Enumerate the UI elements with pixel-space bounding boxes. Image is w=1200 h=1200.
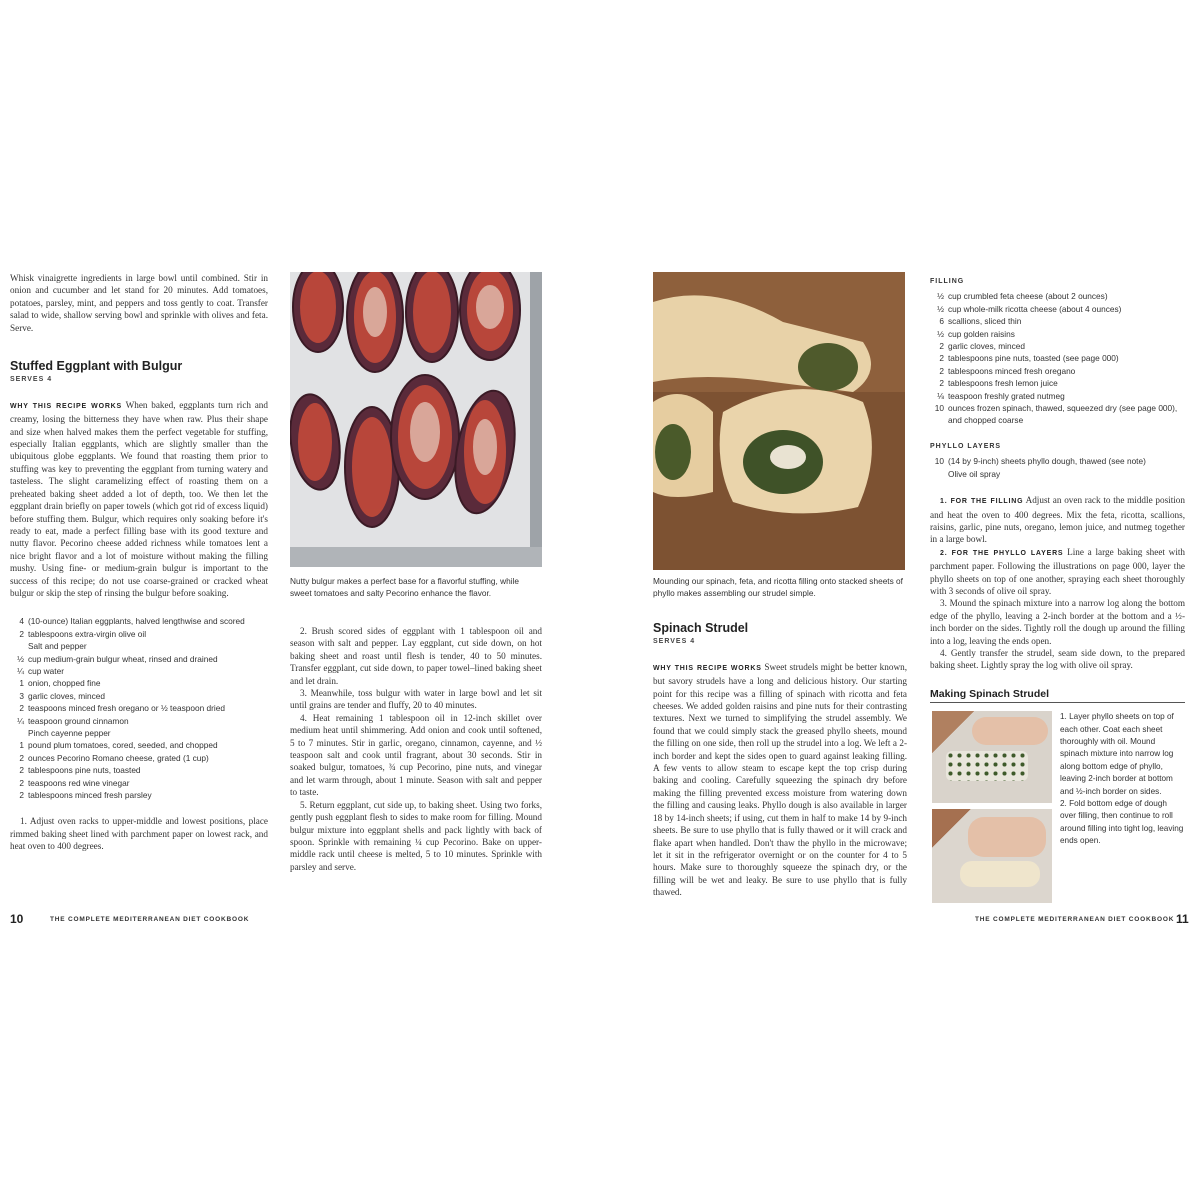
ingredient-item xyxy=(930,340,1185,352)
ingredient-quantity: ½ xyxy=(937,328,944,339)
ingredient-quantity: ⅛ xyxy=(937,390,944,401)
ingredient-quantity: 2 xyxy=(19,752,24,763)
why-text: When baked, eggplants turn rich and creamy, losing the bitterness they have when raw. Plus their shape and size when halved makes them the perfect vegetable for stuffing, especially Italian eggplants, which are slightly smaller than the ubiquitous globe eggplants. We found that roasting them prior to stuffing was key to preventing the eggplant from turning watery and tasteless. The slight caramelizing effect of roasting them on a preheated baking sheet added a lot of depth, too. We then let the eggplant drain briefly on paper towels (which got rid of excess liquid) before stuffing them. Bulgur, which requires only soaking before it's ready to eat, made a perfect filling base with its good texture and nutty flavor. Pecorino cheese added richness while tomatoes lent a nice bright flavor and a lot of moisture without making the filling mushy. Using fine- or medium-grain bulgur is important to the success of this recipe; do not use coarse-grained or cracked wheat bulgur or skip the step of rinsing the bulgur before soaking. xyxy=(10,399,268,598)
ingredient-quantity: 2 xyxy=(939,341,944,352)
step-text: 3. Mound the spinach mixture into a narrow log along the bottom edge of the phyllo, leaving a 2-inch border at the bottom and a ½-inch border on the sides. Tightly roll the dough up around the filling into a log, leaving the ends open. xyxy=(930,598,1185,646)
ingredient-quantity: 2 xyxy=(19,703,24,714)
recipe-step xyxy=(930,494,1185,546)
filling-heading: FILLING xyxy=(930,278,965,285)
recipe-step: 3. Meanwhile, toss bulgur with water in large bowl and let sit until grains are tender and fluffy, 20 to 40 minutes. xyxy=(290,688,542,711)
ingredient-item xyxy=(930,352,1185,364)
strudel-intro-column xyxy=(653,622,907,899)
ingredient-quantity: ½ xyxy=(937,303,944,314)
ingredient-item xyxy=(10,702,268,714)
ingredient-item xyxy=(930,402,1185,427)
ingredient-item xyxy=(930,468,1185,480)
recipe-title: Stuffed Eggplant with Bulgur xyxy=(10,359,183,374)
step-text: Line a large baking sheet with parchment paper. Following the illustrations on page 000, layer the phyllo sheets on top of one another, spraying each sheet thoroughly with 3 seconds of olive oil spray. xyxy=(930,546,1186,596)
ingredient-text: teaspoon freshly grated nutmeg xyxy=(948,390,1065,401)
ingredient-item xyxy=(10,653,268,665)
ingredient-quantity: 4 xyxy=(19,616,24,627)
sidebar-heading xyxy=(930,688,1185,703)
ingredient-quantity: 2 xyxy=(19,790,24,801)
step-text: 4. Gently transfer the strudel, seam side down, to the prepared baking sheet. Lightly spray the log with olive oil spray. xyxy=(930,647,1185,671)
steps-list xyxy=(10,815,268,852)
ingredient-item xyxy=(10,640,268,652)
ingredient-text: cup golden raisins xyxy=(948,328,1015,339)
ingredient-item xyxy=(930,455,1185,467)
ingredient-quantity: ½ xyxy=(937,291,944,302)
ingredient-item xyxy=(10,739,268,751)
ingredient-quantity: ¼ xyxy=(17,715,24,726)
ingredient-text: cup water xyxy=(28,665,64,676)
running-footer-right: THE COMPLETE MEDITERRANEAN DIET COOKBOOK xyxy=(975,916,1175,923)
ingredient-item xyxy=(930,328,1185,340)
strudel-steps xyxy=(930,494,1185,672)
ingredient-text: tablespoons pine nuts, toasted xyxy=(28,765,141,776)
ingredient-text: Olive oil spray xyxy=(948,468,1001,479)
page-number-right: 11 xyxy=(1176,912,1189,926)
ingredient-text: garlic cloves, minced xyxy=(948,341,1026,352)
recipe-step: 4. Heat remaining 1 tablespoon oil in 12-inch skillet over medium heat until shimmering. Add onion and cook until softened, 5 to 7 minutes. Stir in garlic, oregano, cinnamon, cayenne, and ½ teaspoon salt and cook until fragrant, about 30 seconds. Stir in soaked bulgur, tomatoes, ¾ cup Pecorino, pine nuts, and vinegar and let warm through, about 1 minute. Season with salt and pepper to taste. xyxy=(290,712,542,798)
recipe-step xyxy=(930,647,1185,672)
ingredient-text: cup crumbled feta cheese (about 2 ounces) xyxy=(948,291,1108,302)
ingredient-text: scallions, sliced thin xyxy=(948,316,1022,327)
recipe-step: 1. Adjust oven racks to upper-middle and lowest positions, place rimmed baking sheet lined with parchment paper on lowest rack, and heat oven to 400 degrees. xyxy=(10,816,268,852)
ingredient-quantity: 10 xyxy=(934,456,944,467)
steps-list-continued xyxy=(290,625,542,873)
ingredient-text: garlic cloves, minced xyxy=(28,690,106,701)
ingredient-text: ounces Pecorino Romano cheese, grated (1 cup) xyxy=(28,752,209,763)
ingredient-text: teaspoons minced fresh oregano or ½ teaspoon dried xyxy=(28,703,225,714)
intro-paragraph: Whisk vinaigrette ingredients in large bowl until combined. Stir in onion and cucumber and let stand for 20 minutes. Add tomatoes, potatoes, parsley, mint, and peppers and toss gently to coat. Transfer salad to wide, shallow serving bowl and sprinkle with olives and feta. Serve. xyxy=(10,273,268,333)
ingredient-text: onion, chopped fine xyxy=(28,678,101,689)
ingredient-quantity: 2 xyxy=(939,353,944,364)
ingredient-item xyxy=(930,290,1185,302)
ingredient-quantity: 10 xyxy=(934,403,944,414)
eggplant-photo-caption: Nutty bulgur makes a perfect base for a flavorful stuffing, while sweet tomatoes and salty Pecorino enhance the flavor. xyxy=(290,576,520,599)
ingredient-quantity: ¼ xyxy=(17,665,24,676)
why-this-works xyxy=(653,661,907,899)
sidebar-illustrations xyxy=(930,711,1185,911)
recipe-step: 2. Fold bottom edge of dough over filling, then continue to roll around filling into tight log, leaving ends open. xyxy=(1060,799,1184,846)
spinach-strudel-photo xyxy=(653,272,905,570)
recipe-step xyxy=(930,597,1185,647)
ingredient-text: tablespoons fresh lemon juice xyxy=(948,378,1058,389)
stuffed-eggplant-photo xyxy=(290,272,542,567)
ingredient-quantity: ½ xyxy=(17,653,24,664)
ingredient-item xyxy=(10,665,268,677)
ingredient-item xyxy=(10,789,268,801)
ingredient-text: teaspoon ground cinnamon xyxy=(28,715,129,726)
recipe-step: 2. Brush scored sides of eggplant with 1 tablespoon oil and season with salt and pepper. Lay eggplant, cut side down, on hot baking sheet and roast until flesh is tender, 40 to 50 minutes. Transfer eggplant, cut side down, to paper towel–lined baking sheet and let drain. xyxy=(290,626,542,686)
why-label: WHY THIS RECIPE WORKS xyxy=(10,402,122,410)
ingredient-item xyxy=(10,690,268,702)
left-text-column xyxy=(10,272,268,853)
ingredient-quantity: 2 xyxy=(939,378,944,389)
ingredient-text: (10-ounce) Italian eggplants, halved lengthwise and scored xyxy=(28,616,245,627)
ingredient-text: tablespoons minced fresh oregano xyxy=(948,365,1076,376)
ingredient-quantity: 3 xyxy=(19,690,24,701)
ingredient-text: tablespoons pine nuts, toasted (see page 000) xyxy=(948,353,1119,364)
serves-label: SERVES 4 xyxy=(653,638,696,646)
ingredient-item xyxy=(10,777,268,789)
ingredient-list xyxy=(10,615,268,801)
phyllo-ingredients xyxy=(930,455,1185,480)
step-text: Adjust an oven rack to the middle position and heat the oven to 400 degrees. Mix the feta, ricotta, scallions, raisins, garlic, pine nuts, oregano, lemon juice, and nutmeg together in a large bowl. xyxy=(930,495,1185,545)
ingredient-text: teaspoons red wine vinegar xyxy=(28,777,130,788)
recipe-step xyxy=(930,546,1185,598)
ingredient-text: tablespoons minced fresh parsley xyxy=(28,790,152,801)
filling-ingredients xyxy=(930,290,1185,426)
step-label: 1. FOR THE FILLING xyxy=(940,498,1024,506)
ingredient-item xyxy=(10,677,268,689)
ingredient-text: tablespoons extra-virgin olive oil xyxy=(28,628,147,639)
ingredient-quantity: 6 xyxy=(939,316,944,327)
sidebar-title: Making Spinach Strudel xyxy=(930,687,1050,700)
running-footer-left: THE COMPLETE MEDITERRANEAN DIET COOKBOOK xyxy=(50,916,250,923)
recipe-title: Spinach Strudel xyxy=(653,621,749,635)
why-text: Sweet strudels might be better known, but savory strudels have a long and delicious history. Our starting point for this recipe was a filling of spinach with ricotta and feta cheeses. We added golden raisins and pine nuts for their contrasting textures. Next we turned to simplifying the strudel assembly. We found that we could simply stack the greased phyllo sheets, mound the filling on one side, then roll up the strudel into a log. We left a 2-inch border and kept the sides open to guard against leaking filling. A few vents to allow steam to escape kept the top crisp during baking and cooling. Carefully squeezing the spinach dry before making the filling prevented excess moisture from watering down the filling and causing leaks. Phyllo dough is also available in larger 18 by 14-inch sheets; if using, cut them in half to make 14 by 9-inch sheets. Be sure to use phyllo that is fully thawed or it will crack and flake apart when handled. Don't thaw the phyllo in the microwave; let it sit in the refrigerator overnight or on the counter for 4 to 5 hours. Make sure to thoroughly squeeze the spinach dry, or the filling will be wet and leaky. Be sure to use phyllo that is fully thawed. xyxy=(653,661,907,898)
ingredient-item xyxy=(10,615,268,627)
ingredient-quantity: 2 xyxy=(19,628,24,639)
phyllo-heading: PHYLLO LAYERS xyxy=(930,442,1002,450)
strudel-recipe-column xyxy=(930,276,1185,911)
ingredient-quantity: 2 xyxy=(19,777,24,788)
ingredient-item xyxy=(930,377,1185,389)
ingredient-item xyxy=(10,764,268,776)
ingredient-item xyxy=(10,715,268,727)
ingredient-item xyxy=(10,628,268,640)
ingredient-text: (14 by 9-inch) sheets phyllo dough, thawed (see note) xyxy=(948,456,1146,467)
strudel-photo-caption: Mounding our spinach, feta, and ricotta filling onto stacked sheets of phyllo makes assembling our strudel simple. xyxy=(653,576,903,599)
ingredient-text: pound plum tomatoes, cored, seeded, and chopped xyxy=(28,740,218,751)
ingredient-item xyxy=(930,315,1185,327)
recipe-step: 5. Return eggplant, cut side up, to baking sheet. Using two forks, gently push eggplant flesh to sides to make room for filling. Mound bulgur mixture into eggplant shells and pack lightly with back of spoon. Sprinkle with remaining ¼ cup Pecorino. Bake on upper-middle rack until cheese is melted, 5 to 10 minutes. Sprinkle with parsley and serve. xyxy=(290,799,542,872)
ingredient-quantity: 2 xyxy=(19,765,24,776)
ingredient-text: Pinch cayenne pepper xyxy=(28,728,111,738)
ingredient-text: cup whole-milk ricotta cheese (about 4 ounces) xyxy=(948,303,1122,314)
serves-label: SERVES 4 xyxy=(10,376,53,384)
ingredient-item xyxy=(930,303,1185,315)
ingredient-text: Salt and pepper xyxy=(28,641,87,652)
ingredient-item xyxy=(10,727,268,739)
ingredient-quantity: 1 xyxy=(19,678,24,689)
rolling-step1-photo xyxy=(932,711,1052,803)
ingredient-quantity: 2 xyxy=(939,365,944,376)
step-label: 2. FOR THE PHYLLO LAYERS xyxy=(940,549,1064,557)
recipe-step: 1. Layer phyllo sheets on top of each other. Coat each sheet thoroughly with oil. Mound spinach mixture into narrow log along bottom edge of phyllo, leaving 2-inch border at bottom and ½-inch border on sides. xyxy=(1060,712,1174,796)
page-number-left: 10 xyxy=(10,912,24,926)
ingredient-text: ounces frozen spinach, thawed, squeezed dry (see page 000), and chopped coarse xyxy=(948,403,1178,426)
ingredient-item xyxy=(930,365,1185,377)
why-this-works xyxy=(10,399,268,600)
ingredient-text: cup medium-grain bulgur wheat, rinsed and drained xyxy=(28,653,218,664)
ingredient-quantity: 1 xyxy=(19,740,24,751)
ingredient-item xyxy=(10,752,268,764)
rolling-step2-photo xyxy=(932,809,1052,903)
why-label: WHY THIS RECIPE WORKS xyxy=(653,664,762,672)
ingredient-item xyxy=(930,390,1185,402)
sidebar-steps xyxy=(1060,711,1184,847)
